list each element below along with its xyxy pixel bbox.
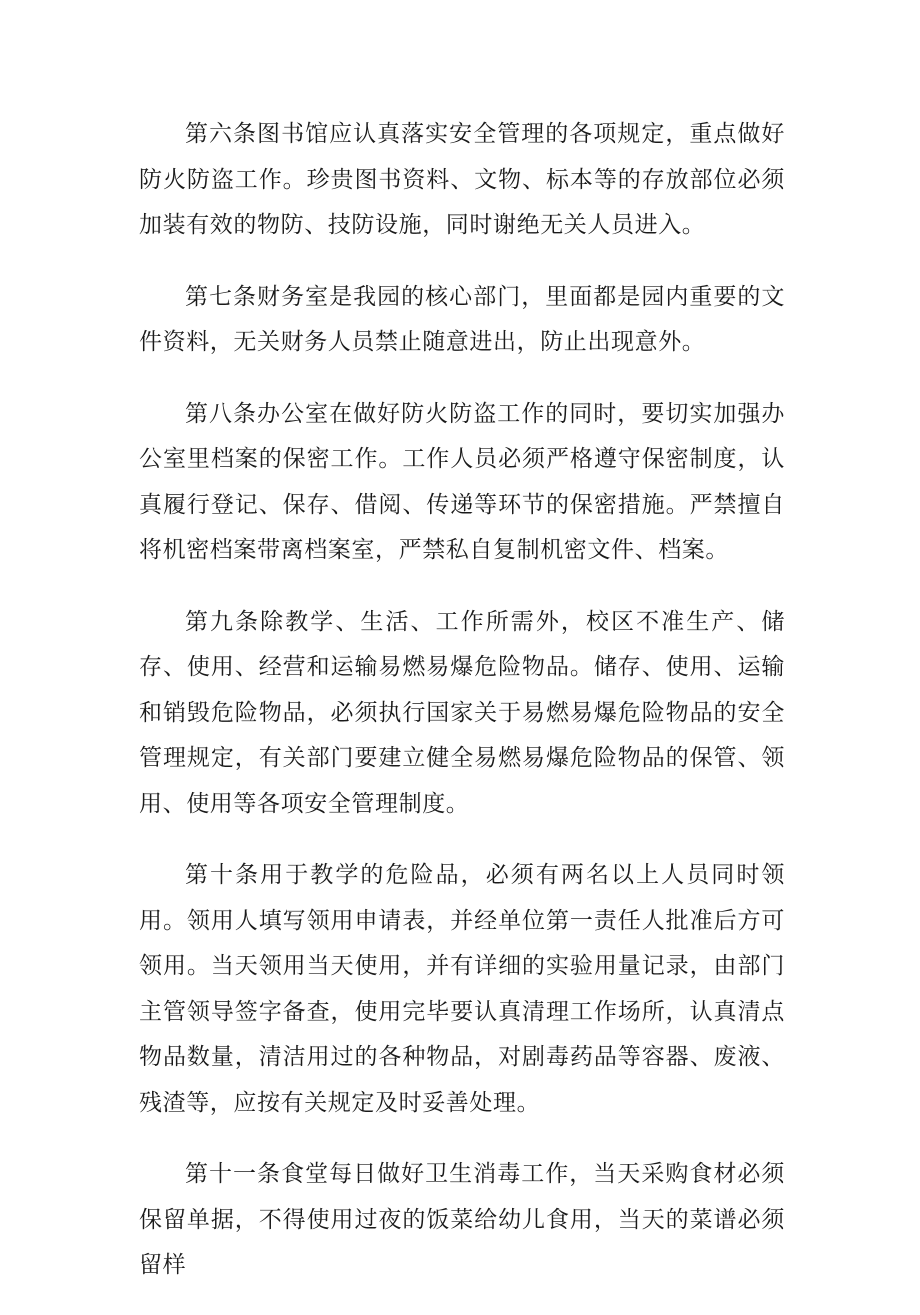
article-7-paragraph: 第七条财务室是我园的核心部门，里面都是园内重要的文件资料，无关财务人员禁止随意进出，防止出现意外。 xyxy=(139,283,785,355)
article-9-paragraph: 第九条除教学、生活、工作所需外，校区不准生产、储存、使用、经营和运输易燃易爆危险物品。储存、使用、运输和销毁危险物品，必须执行国家关于易燃易爆危险物品的安全管理规定，有关部门要建立健全易燃易爆危险物品的保管、领用、使用等各项安全管理制度。 xyxy=(139,608,785,817)
article-11-paragraph: 第十一条食堂每日做好卫生消毒工作，当天采购食材必须保留单据，不得使用过夜的饭菜给幼儿食用，当天的菜谱必须留样 xyxy=(139,1161,785,1278)
article-6-paragraph: 第六条图书馆应认真落实安全管理的各项规定，重点做好防火防盗工作。珍贵图书资料、文物、标本等的存放部位必须加装有效的物防、技防设施，同时谢绝无关人员进入。 xyxy=(139,121,785,238)
document-body xyxy=(139,112,785,1315)
article-10-paragraph: 第十条用于教学的危险品，必须有两名以上人员同时领用。领用人填写领用申请表，并经单位第一责任人批准后方可领用。当天领用当天使用，并有详细的实验用量记录，由部门主管领导签字备查，使用完毕要认真清理工作场所，认真清点物品数量，清洁用过的各种物品，对剧毒药品等容器、废液、残渣等，应按有关规定及时妥善处理。 xyxy=(139,862,785,1116)
article-8-paragraph: 第八条办公室在做好防火防盗工作的同时，要切实加强办公室里档案的保密工作。工作人员必须严格遵守保密制度，认真履行登记、保存、借阅、传递等环节的保密措施。严禁擅自将机密档案带离档案室，严禁私自复制机密文件、档案。 xyxy=(139,400,785,563)
